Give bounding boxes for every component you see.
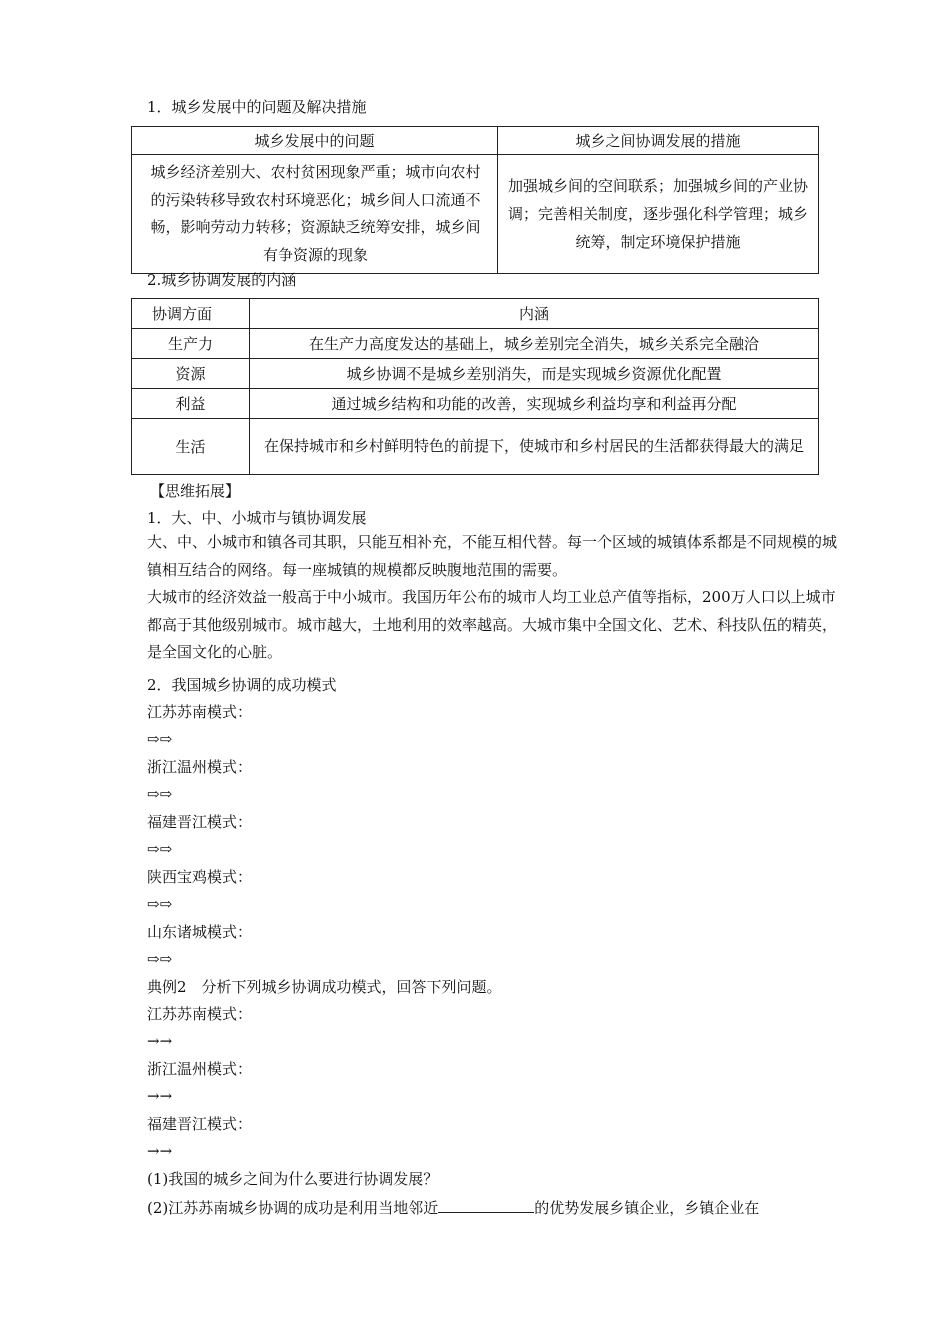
question-1: (1)我国的城乡之间为什么要进行协调发展？ [147,1170,439,1188]
model-arrows: ⇨⇨ [147,950,173,968]
sub1-title: 1．大、中、小城市与镇协调发展 [147,509,367,527]
model-arrows: ⇨⇨ [147,895,173,913]
model-name: 山东诸城模式： [147,923,253,941]
question-2-after: 的优势发展乡镇企业，乡镇企业在 [534,1199,760,1217]
question-2-before: (2)江苏苏南城乡协调的成功是利用当地邻近 [147,1199,439,1217]
paragraph-1: 大、中、小城市和镇各司其职，只能互相补充，不能互相代替。每一个区域的城镇体系都是不同规模的城镇相互结合的网络。每一座城镇的规模都反映腹地范围的需要。 [147,533,838,579]
table2-header-meaning: 内涵 [250,299,819,329]
answer-blank[interactable] [438,1196,534,1213]
table2-meaning-cell: 在保持城市和乡村鲜明特色的前提下，使城市和乡村居民的生活都获得最大的满足 [250,419,819,475]
table-row [132,329,819,359]
table2-aspect-cell: 生产力 [132,329,250,359]
question-2 [147,1196,759,1218]
table2-header-aspect: 协调方面 [132,299,250,329]
sub2-title: 2．我国城乡协调的成功模式 [147,676,337,694]
example-model-name: 浙江温州模式： [147,1060,253,1078]
example-model-arrows: →→ [147,1142,173,1160]
table2-aspect-cell: 生活 [132,419,250,475]
example-model-arrows: →→ [147,1087,173,1105]
table-row [132,389,819,419]
section2-title: 2.城乡协调发展的内涵 [147,271,297,289]
model-name: 江苏苏南模式： [147,703,253,721]
table2-aspect-cell: 资源 [132,359,250,389]
table-row [132,419,819,475]
section1-title: 1．城乡发展中的问题及解决措施 [147,98,367,116]
example-model-arrows: →→ [147,1032,173,1050]
model-arrows: ⇨⇨ [147,785,173,803]
table2-meaning-cell: 在生产力高度发达的基础上，城乡差别完全消失，城乡关系完全融洽 [250,329,819,359]
paragraph-2: 大城市的经济效益一般高于中小城市。我国历年公布的城市人均工业总产值等指标，200万人口以上城市都高于其他级别城市。城市越大，土地利用的效率越高。大城市集中全国文化、艺术、科技队伍的精英，是全国文化的心脏。 [147,588,838,661]
table2-aspect-cell: 利益 [132,389,250,419]
coordination-meaning-table [131,298,819,475]
model-name: 陕西宝鸡模式： [147,868,253,886]
model-arrows: ⇨⇨ [147,840,173,858]
table1-measure-cell: 加强城乡间的空间联系；加强城乡间的产业协调；完善相关制度，逐步强化科学管理；城乡统筹，制定环境保护措施 [498,155,819,274]
table1-problem-cell: 城乡经济差别大、农村贫困现象严重；城市向农村的污染转移导致农村环境恶化；城乡间人口流通不畅，影响劳动力转移；资源缺乏统筹安排，城乡间有争资源的现象 [132,155,498,274]
thinking-heading: 【思维拓展】 [150,482,241,500]
table2-meaning-cell: 城乡协调不是城乡差别消失，而是实现城乡资源优化配置 [250,359,819,389]
example-model-name: 福建晋江模式： [147,1115,253,1133]
model-name: 福建晋江模式： [147,813,253,831]
table-row [132,359,819,389]
table2-meaning-cell: 通过城乡结构和功能的改善，实现城乡利益均享和利益再分配 [250,389,819,419]
model-name: 浙江温州模式： [147,758,253,776]
example-model-name: 江苏苏南模式： [147,1005,253,1023]
model-arrows: ⇨⇨ [147,730,173,748]
problems-measures-table [131,126,819,274]
example-title: 典例2 分析下列城乡协调成功模式，回答下列问题。 [147,978,502,996]
table1-header-measure: 城乡之间协调发展的措施 [498,127,819,155]
table1-header-problem: 城乡发展中的问题 [132,127,498,155]
